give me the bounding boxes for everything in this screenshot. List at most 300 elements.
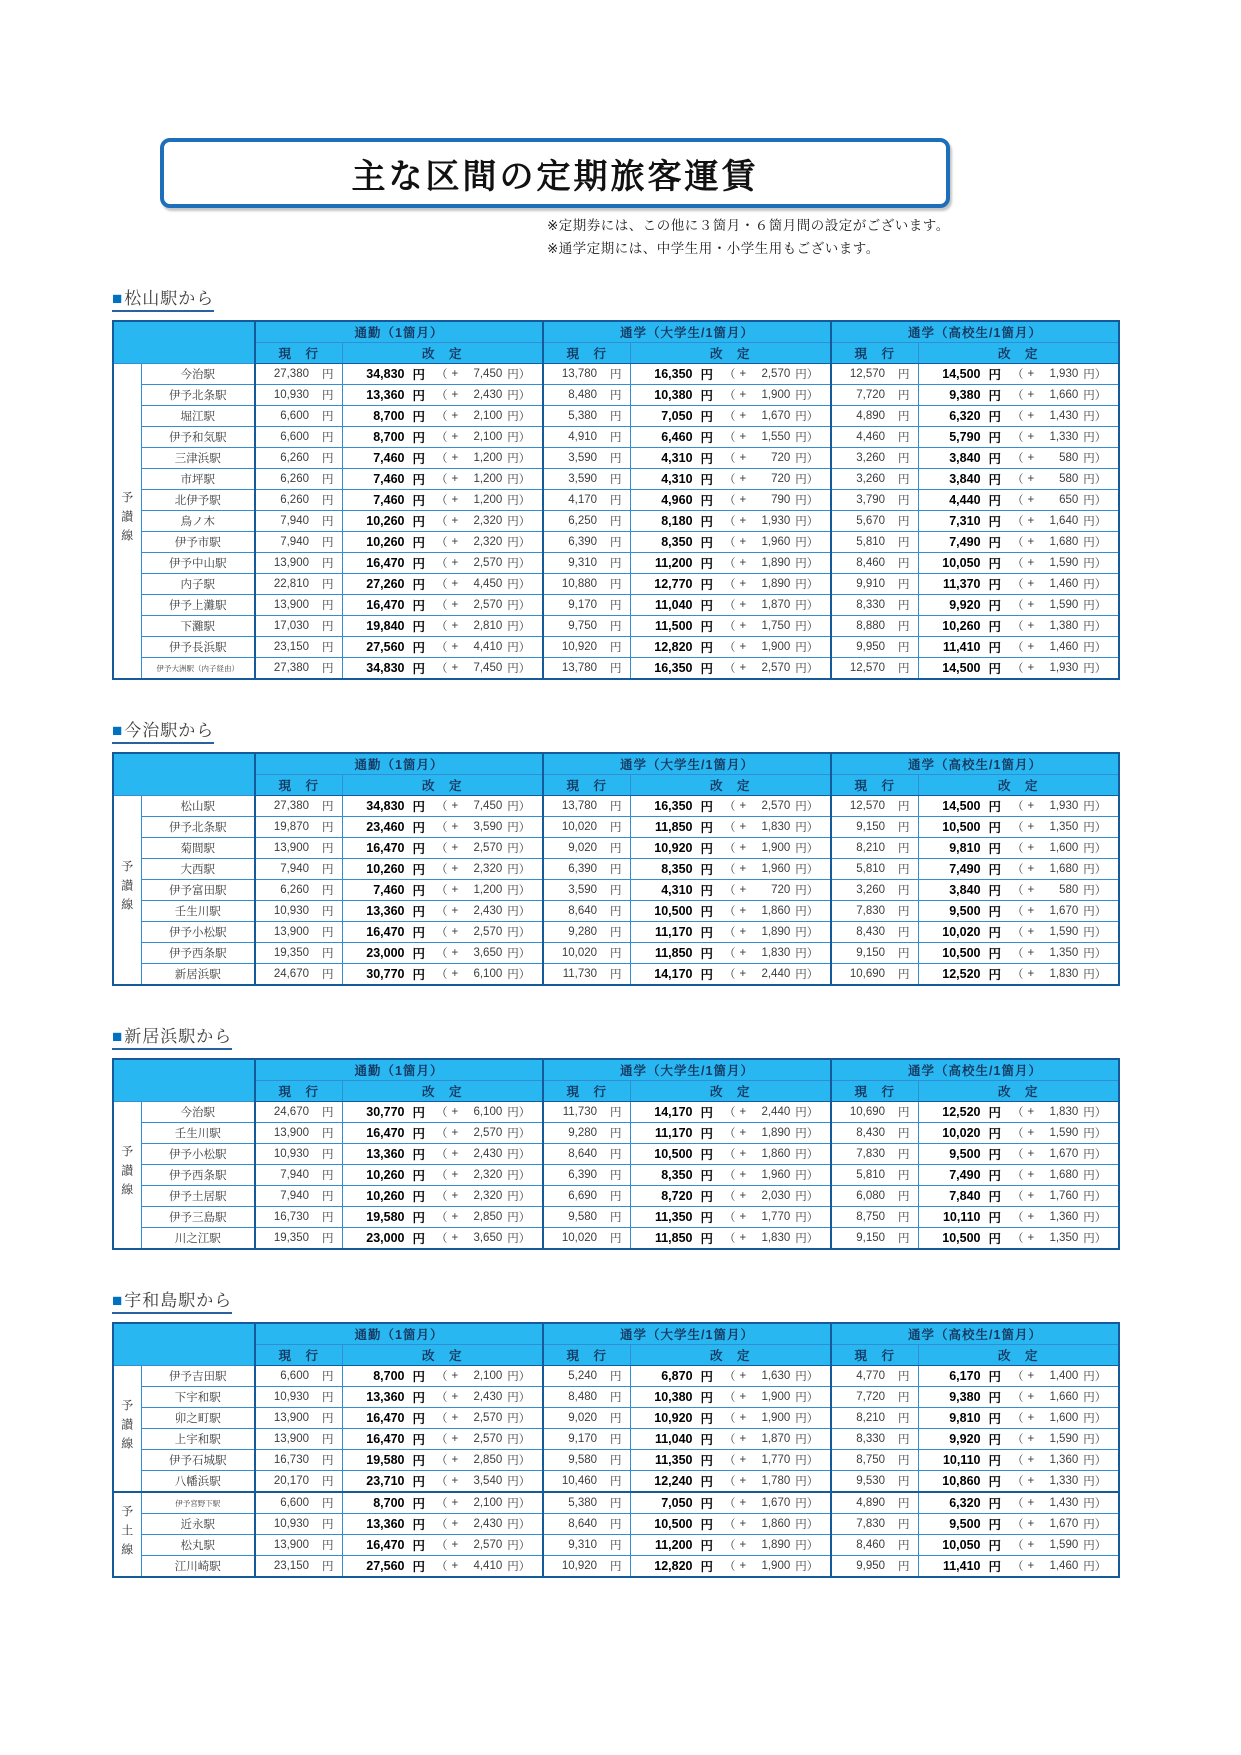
highschool-group-header: 通学（高校生/1箇月） — [831, 753, 1119, 775]
revised-fare-cell — [342, 1165, 543, 1186]
current-fare-cell — [255, 553, 342, 574]
current-amount: 8,750 — [856, 1454, 886, 1466]
increase-close: 円） — [1083, 969, 1107, 981]
current-fare-cell — [831, 1471, 918, 1493]
yen-label: 円 — [988, 1433, 1002, 1447]
yen-label: 円 — [988, 1497, 1002, 1511]
current-amount: 8,640 — [568, 1518, 598, 1530]
current-fare-cell — [543, 1123, 630, 1144]
increase-amount: 2,570 — [761, 662, 791, 674]
revised-amount: 12,770 — [654, 577, 693, 591]
increase-amount: 2,320 — [473, 863, 503, 875]
fare-row — [113, 616, 1119, 637]
current-amount: 6,600 — [280, 431, 309, 443]
increase-open-paren: （ — [1012, 453, 1024, 465]
revised-fare-cell — [630, 964, 831, 986]
increase-close: 円） — [1083, 495, 1107, 507]
revised-fare — [343, 1388, 543, 1406]
revised-amount: 10,920 — [654, 841, 693, 855]
revised-fare-cell — [342, 658, 543, 680]
increase-open-paren: （ — [724, 1149, 736, 1161]
current-fare-cell — [543, 595, 630, 616]
yen-label: 円 — [988, 1518, 1002, 1532]
current-fare-cell — [255, 574, 342, 595]
revised-fare-cell — [630, 427, 831, 448]
current-fare — [544, 1537, 630, 1553]
current-fare-cell — [831, 658, 918, 680]
yen-label: 円 — [988, 578, 1002, 592]
plus-sign: + — [451, 536, 459, 548]
fare-row — [113, 1144, 1119, 1165]
current-fare-cell — [831, 553, 918, 574]
current-fare-cell — [831, 1535, 918, 1556]
increase-open-paren: （ — [436, 1149, 448, 1161]
yen-label: 円 — [322, 390, 334, 402]
yen-label: 円 — [610, 948, 622, 960]
yen-label: 円 — [700, 1391, 714, 1405]
current-header: 現 行 — [543, 775, 630, 796]
current-amount: 6,260 — [280, 452, 309, 464]
yen-label: 円 — [988, 1148, 1002, 1162]
current-amount: 9,150 — [856, 947, 886, 959]
revised-fare — [919, 596, 1119, 614]
yen-label: 円 — [322, 453, 334, 465]
revised-amount: 10,500 — [942, 820, 981, 834]
current-fare — [832, 1188, 918, 1204]
plus-sign: + — [1027, 1106, 1035, 1118]
current-amount: 7,940 — [280, 536, 309, 548]
plus-sign: + — [451, 662, 459, 674]
yen-label: 円 — [898, 1149, 910, 1161]
station-cell: 伊予三島駅 — [141, 1207, 255, 1228]
current-amount: 5,810 — [856, 536, 886, 548]
yen-label: 円 — [610, 885, 622, 897]
revised-fare — [631, 1145, 831, 1163]
current-fare — [544, 1230, 630, 1246]
revised-fare — [343, 1430, 543, 1448]
plus-sign: + — [451, 515, 459, 527]
current-fare-cell — [831, 943, 918, 964]
current-amount: 19,870 — [273, 821, 309, 833]
current-amount: 7,830 — [856, 1148, 886, 1160]
increase-open-paren: （ — [724, 1191, 736, 1203]
line-name-cell — [113, 1366, 141, 1493]
current-fare-cell — [831, 1186, 918, 1207]
revised-fare — [919, 944, 1119, 962]
increase-open-paren: （ — [436, 1170, 448, 1182]
plus-sign: + — [739, 1169, 747, 1181]
increase-open-paren: （ — [1012, 927, 1024, 939]
current-amount: 3,790 — [856, 494, 886, 506]
increase-open-paren: （ — [1012, 822, 1024, 834]
yen-label: 円 — [898, 1191, 910, 1203]
yen-label: 円 — [610, 558, 622, 570]
increase-open-paren: （ — [436, 1476, 448, 1488]
plus-sign: + — [451, 800, 459, 812]
increase-open-paren: （ — [436, 1233, 448, 1245]
plus-sign: + — [1027, 578, 1035, 590]
revised-amount: 9,500 — [949, 904, 981, 918]
current-fare-cell — [543, 490, 630, 511]
yen-label: 円 — [988, 1370, 1002, 1384]
current-fare — [256, 1209, 342, 1225]
revised-fare — [343, 1367, 543, 1385]
increase-close: 円） — [1083, 843, 1107, 855]
yen-label: 円 — [610, 537, 622, 549]
current-fare-cell — [255, 817, 342, 838]
plus-sign: + — [1027, 557, 1035, 569]
current-amount: 6,600 — [280, 410, 309, 422]
increase-open-paren: （ — [1012, 1455, 1024, 1467]
plus-sign: + — [1027, 1433, 1035, 1445]
increase-close: 円） — [1083, 453, 1107, 465]
revised-fare-cell — [918, 1228, 1119, 1250]
yen-label: 円 — [700, 1127, 714, 1141]
revised-amount: 10,260 — [366, 1189, 405, 1203]
revised-fare-cell — [342, 1366, 543, 1387]
line-name-cell — [113, 1492, 141, 1577]
current-fare — [544, 471, 630, 487]
increase-amount: 1,350 — [1049, 1232, 1079, 1244]
revised-amount: 10,110 — [942, 1210, 981, 1224]
increase-close: 円） — [1083, 1371, 1107, 1383]
increase-open-paren: （ — [1012, 579, 1024, 591]
increase-open-paren: （ — [724, 411, 736, 423]
yen-label: 円 — [898, 822, 910, 834]
increase-close: 円） — [795, 1191, 819, 1203]
increase-amount: 2,570 — [473, 1539, 503, 1551]
current-fare-cell — [255, 1102, 342, 1123]
revised-amount: 7,840 — [949, 1189, 981, 1203]
current-amount: 19,350 — [273, 947, 309, 959]
station-cell: 松丸駅 — [141, 1535, 255, 1556]
revised-fare — [343, 965, 543, 983]
revised-amount: 11,350 — [654, 1210, 693, 1224]
yen-label: 円 — [988, 884, 1002, 898]
increase-open-paren: （ — [724, 1212, 736, 1224]
yen-label: 円 — [412, 1539, 426, 1553]
yen-label: 円 — [322, 432, 334, 444]
current-fare — [832, 639, 918, 655]
current-fare-cell — [255, 511, 342, 532]
increase-close: 円） — [795, 1170, 819, 1182]
current-fare-cell — [831, 385, 918, 406]
yen-label: 円 — [898, 885, 910, 897]
increase-amount: 2,320 — [473, 536, 503, 548]
revised-fare-cell — [630, 1186, 831, 1207]
increase-close: 円） — [507, 495, 531, 507]
yen-label: 円 — [322, 1455, 334, 1467]
revised-fare-cell — [918, 406, 1119, 427]
increase-open-paren: （ — [436, 558, 448, 570]
current-fare-cell — [543, 964, 630, 986]
increase-close: 円） — [1083, 1191, 1107, 1203]
increase-open-paren: （ — [724, 579, 736, 591]
current-amount: 11,730 — [562, 1106, 598, 1118]
increase-amount: 1,460 — [1049, 578, 1079, 590]
revised-amount: 7,490 — [949, 862, 981, 876]
current-fare — [832, 576, 918, 592]
fare-row — [113, 1387, 1119, 1408]
increase-amount: 1,830 — [761, 1232, 791, 1244]
station-cell: 伊予大洲駅（内子経由） — [141, 658, 255, 680]
current-fare-cell — [831, 406, 918, 427]
revised-fare — [343, 1187, 543, 1205]
yen-label: 円 — [412, 494, 426, 508]
increase-open-paren: （ — [724, 843, 736, 855]
yen-label: 円 — [610, 969, 622, 981]
commute-group-header: 通勤（1箇月） — [255, 321, 543, 343]
revised-fare — [919, 365, 1119, 383]
revised-fare-cell — [342, 595, 543, 616]
increase-amount: 1,670 — [1049, 1148, 1079, 1160]
yen-label: 円 — [898, 948, 910, 960]
current-fare — [544, 513, 630, 529]
current-fare-cell — [543, 1165, 630, 1186]
yen-label: 円 — [898, 1413, 910, 1425]
increase-open-paren: （ — [724, 1170, 736, 1182]
increase-amount: 1,890 — [761, 1539, 791, 1551]
fare-row — [113, 574, 1119, 595]
increase-open-paren: （ — [1012, 516, 1024, 528]
current-fare — [832, 1167, 918, 1183]
plus-sign: + — [1027, 473, 1035, 485]
revised-amount: 10,500 — [942, 946, 981, 960]
increase-open-paren: （ — [724, 516, 736, 528]
plus-sign: + — [1027, 1560, 1035, 1572]
increase-amount: 1,660 — [1049, 1391, 1079, 1403]
revised-fare-cell — [918, 1102, 1119, 1123]
increase-close: 円） — [795, 432, 819, 444]
yen-label: 円 — [988, 473, 1002, 487]
yen-label: 円 — [700, 1232, 714, 1246]
revised-fare — [343, 1208, 543, 1226]
increase-amount: 2,570 — [473, 557, 503, 569]
current-amount: 8,640 — [568, 1148, 598, 1160]
revised-fare-cell — [630, 574, 831, 595]
revised-fare — [919, 797, 1119, 815]
current-fare-cell — [255, 427, 342, 448]
increase-close: 円） — [507, 663, 531, 675]
current-fare-cell — [831, 1408, 918, 1429]
revised-fare — [343, 818, 543, 836]
current-amount: 13,780 — [561, 800, 598, 812]
yen-label: 円 — [988, 968, 1002, 982]
table-head — [113, 753, 1119, 796]
increase-amount: 1,330 — [1049, 1475, 1079, 1487]
current-fare — [256, 966, 342, 982]
station-cell: 大西駅 — [141, 859, 255, 880]
yen-label: 円 — [700, 410, 714, 424]
increase-amount: 1,600 — [1049, 842, 1079, 854]
current-fare — [256, 1410, 342, 1426]
current-fare — [256, 576, 342, 592]
current-fare — [256, 1146, 342, 1162]
increase-open-paren: （ — [436, 801, 448, 813]
yen-label: 円 — [898, 969, 910, 981]
yen-label: 円 — [610, 1128, 622, 1140]
current-fare-cell — [255, 595, 342, 616]
current-fare — [544, 555, 630, 571]
current-amount: 9,750 — [568, 620, 598, 632]
plus-sign: + — [451, 884, 459, 896]
plus-sign: + — [451, 947, 459, 959]
plus-sign: + — [739, 842, 747, 854]
plus-sign: + — [739, 578, 747, 590]
yen-label: 円 — [610, 1498, 622, 1510]
plus-sign: + — [739, 1391, 747, 1403]
revised-fare — [631, 512, 831, 530]
increase-close: 円） — [507, 369, 531, 381]
plus-sign: + — [451, 1560, 459, 1572]
plus-sign: + — [451, 1433, 459, 1445]
current-fare — [544, 966, 630, 982]
revised-fare-cell — [342, 1471, 543, 1493]
current-amount: 20,170 — [273, 1475, 309, 1487]
plus-sign: + — [1027, 821, 1035, 833]
current-fare — [832, 924, 918, 940]
fare-row — [113, 427, 1119, 448]
increase-amount: 1,890 — [761, 557, 791, 569]
yen-label: 円 — [322, 1392, 334, 1404]
revised-fare — [919, 491, 1119, 509]
commute-group-header: 通勤（1箇月） — [255, 1059, 543, 1081]
revised-amount: 8,350 — [661, 862, 693, 876]
yen-label: 円 — [412, 863, 426, 877]
revised-fare — [919, 1187, 1119, 1205]
current-fare-cell — [543, 1366, 630, 1387]
increase-open-paren: （ — [1012, 390, 1024, 402]
yen-label: 円 — [322, 1561, 334, 1573]
plus-sign: + — [451, 842, 459, 854]
revised-amount: 23,000 — [366, 1231, 405, 1245]
revised-amount: 12,520 — [942, 967, 981, 981]
current-amount: 10,930 — [273, 905, 309, 917]
revised-fare-cell — [918, 796, 1119, 817]
revised-fare-cell — [630, 901, 831, 922]
increase-amount: 1,900 — [761, 1391, 791, 1403]
increase-open-paren: （ — [724, 537, 736, 549]
revised-fare — [919, 1145, 1119, 1163]
current-amount: 13,900 — [273, 1539, 309, 1551]
revised-fare-cell — [630, 1228, 831, 1250]
yen-label: 円 — [322, 906, 334, 918]
current-fare — [256, 861, 342, 877]
increase-amount: 1,590 — [1049, 557, 1079, 569]
station-cell: 伊予土居駅 — [141, 1186, 255, 1207]
increase-close: 円） — [795, 1434, 819, 1446]
revised-fare — [631, 944, 831, 962]
revised-fare-cell — [630, 1387, 831, 1408]
revised-fare-cell — [918, 553, 1119, 574]
current-header: 現 行 — [543, 1345, 630, 1366]
plus-sign: + — [1027, 410, 1035, 422]
increase-close: 円） — [1083, 1128, 1107, 1140]
revised-fare — [631, 1187, 831, 1205]
current-amount: 9,950 — [856, 641, 886, 653]
yen-label: 円 — [610, 801, 622, 813]
revised-amount: 8,700 — [373, 409, 405, 423]
increase-amount: 1,830 — [1049, 968, 1079, 980]
table-body — [113, 364, 1119, 680]
current-fare-cell — [831, 511, 918, 532]
increase-amount: 4,410 — [473, 641, 503, 653]
increase-amount: 1,590 — [1049, 599, 1079, 611]
revised-fare — [919, 860, 1119, 878]
revised-fare-cell — [342, 880, 543, 901]
revised-fare-cell — [918, 817, 1119, 838]
yen-label: 円 — [610, 1149, 622, 1161]
station-cell: 壬生川駅 — [141, 1123, 255, 1144]
revised-fare — [919, 1430, 1119, 1448]
increase-open-paren: （ — [436, 621, 448, 633]
increase-close: 円） — [1083, 474, 1107, 486]
revised-fare-cell — [342, 406, 543, 427]
increase-amount: 580 — [1059, 884, 1079, 896]
yen-label: 円 — [610, 390, 622, 402]
plus-sign: + — [739, 389, 747, 401]
revised-amount: 30,770 — [366, 967, 405, 981]
revised-fare — [343, 1536, 543, 1554]
current-fare — [544, 1188, 630, 1204]
current-fare — [256, 798, 342, 814]
revised-fare-cell — [342, 469, 543, 490]
plus-sign: + — [739, 926, 747, 938]
station-cell: 鳥ノ木 — [141, 511, 255, 532]
increase-open-paren: （ — [1012, 1107, 1024, 1119]
increase-close: 円） — [795, 663, 819, 675]
current-amount: 17,030 — [273, 620, 309, 632]
revised-amount: 11,500 — [654, 619, 693, 633]
current-amount: 8,430 — [856, 926, 886, 938]
yen-label: 円 — [412, 473, 426, 487]
increase-open-paren: （ — [436, 885, 448, 897]
plus-sign: + — [1027, 515, 1035, 527]
increase-close: 円） — [1083, 411, 1107, 423]
revised-fare — [919, 659, 1119, 677]
revised-fare-cell — [630, 364, 831, 385]
revised-amount: 10,260 — [366, 535, 405, 549]
increase-close: 円） — [795, 1540, 819, 1552]
current-fare — [544, 408, 630, 424]
increase-open-paren: （ — [724, 1392, 736, 1404]
current-fare-cell — [831, 616, 918, 637]
current-fare-cell — [543, 1492, 630, 1514]
revised-fare-cell — [630, 637, 831, 658]
current-fare — [544, 1452, 630, 1468]
revised-fare-cell — [630, 1514, 831, 1535]
revised-fare — [919, 1229, 1119, 1247]
current-fare — [832, 387, 918, 403]
fare-row — [113, 532, 1119, 553]
increase-amount: 1,590 — [1049, 1433, 1079, 1445]
increase-open-paren: （ — [1012, 885, 1024, 897]
revised-fare — [919, 533, 1119, 551]
plus-sign: + — [739, 515, 747, 527]
current-fare — [832, 1410, 918, 1426]
current-fare-cell — [255, 922, 342, 943]
plus-sign: + — [739, 863, 747, 875]
increase-amount: 1,350 — [1049, 947, 1079, 959]
revised-fare-cell — [630, 658, 831, 680]
increase-amount: 1,360 — [1049, 1211, 1079, 1223]
current-amount: 6,080 — [856, 1190, 886, 1202]
current-amount: 6,390 — [568, 536, 598, 548]
line-name: 予土線 — [119, 1504, 134, 1562]
revised-amount: 11,040 — [654, 598, 693, 612]
current-amount: 3,260 — [856, 452, 886, 464]
increase-close: 円） — [507, 411, 531, 423]
